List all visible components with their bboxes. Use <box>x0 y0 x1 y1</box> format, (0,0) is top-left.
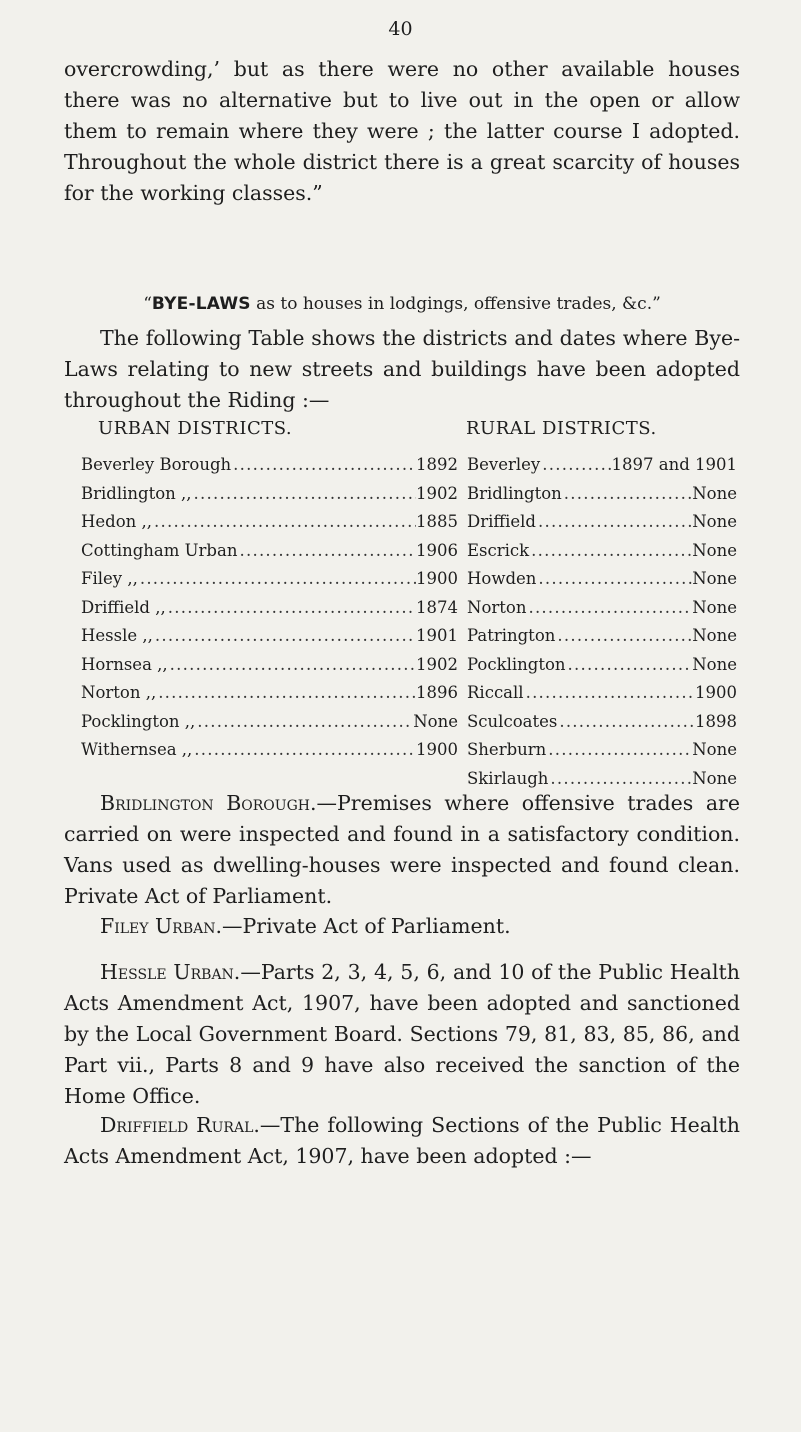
heading-rest: as to houses in lodgings, offensive trades, &c.” <box>250 294 661 314</box>
urban-adoption-date: 1902 <box>416 483 458 503</box>
rural-adoption-date: None <box>692 597 737 617</box>
dot-leader <box>192 736 416 765</box>
urban-districts-list <box>81 451 458 765</box>
rural-adoption-date: 1898 <box>695 711 737 731</box>
urban-district-name: Withernsea ,, <box>81 740 193 759</box>
rural-row <box>467 451 737 480</box>
rural-row <box>467 708 737 737</box>
urban-row <box>81 537 458 566</box>
rural-district-name: Sherburn <box>467 740 547 759</box>
hessle-paragraph <box>64 957 740 1112</box>
rural-row <box>467 679 737 708</box>
dot-leader <box>138 565 416 594</box>
urban-row <box>81 451 458 480</box>
dot-leader <box>557 708 695 737</box>
dot-leader <box>524 679 695 708</box>
dot-leader <box>529 537 692 566</box>
dot-leader <box>152 508 416 537</box>
table-intro: The following Table shows the districts and dates where Bye-Laws relating to new streets and buildings have been adopted throughout the Riding :— <box>64 326 740 412</box>
urban-row <box>81 480 458 509</box>
urban-district-name: Norton ,, <box>81 683 157 702</box>
filey-text: —Private Act of Parliament. <box>222 914 511 938</box>
dot-leader <box>153 622 416 651</box>
rural-district-name: Patrington <box>467 626 556 645</box>
dot-leader <box>540 451 611 480</box>
rural-adoption-date: None <box>692 569 737 588</box>
urban-adoption-date: 1902 <box>416 654 458 674</box>
dot-leader <box>231 451 416 480</box>
rural-district-name: Howden <box>467 569 537 588</box>
urban-row <box>81 736 458 765</box>
urban-adoption-date: None <box>413 711 458 731</box>
rural-row <box>467 508 737 537</box>
rural-row <box>467 736 737 765</box>
rural-districts-list <box>467 451 737 793</box>
dot-leader <box>237 537 416 566</box>
dot-leader <box>555 622 692 651</box>
dot-leader <box>566 651 693 680</box>
rural-row <box>467 622 737 651</box>
urban-district-name: Hedon ,, <box>81 512 153 531</box>
urban-districts-header: URBAN DISTRICTS. <box>98 418 293 439</box>
rural-district-name: Beverley <box>467 455 541 474</box>
urban-district-name: Filey ,, <box>81 569 138 588</box>
bridlington-text: —Premises where offensive trades are carried on were inspected and found in a satisfactory condition. Vans used as dwelling-houses were inspected and found clean. Private Act of Parliament. <box>64 791 740 908</box>
urban-district-name: Hessle ,, <box>81 626 153 645</box>
dot-leader <box>546 736 692 765</box>
rural-adoption-date: 1897 and 1901 <box>611 455 737 474</box>
dot-leader <box>536 565 692 594</box>
rural-row <box>467 480 737 509</box>
section-heading <box>64 294 740 314</box>
rural-adoption-date: None <box>692 540 737 560</box>
filey-paragraph <box>64 911 740 942</box>
urban-adoption-date: 1892 <box>416 455 458 474</box>
rural-districts-header: RURAL DISTRICTS. <box>466 418 657 439</box>
rural-district-name: Skirlaugh <box>467 768 549 788</box>
urban-district-name: Hornsea ,, <box>81 654 168 674</box>
filey-label: Filey Urban. <box>100 914 223 938</box>
rural-adoption-date: None <box>692 626 737 645</box>
urban-row <box>81 594 458 623</box>
urban-district-name: Driffield ,, <box>81 597 166 617</box>
rural-district-name: Pocklington <box>467 654 566 674</box>
urban-adoption-date: 1901 <box>416 626 458 645</box>
intro-paragraph: overcrowding,’ but as there were no other available houses there was no alternative but to live out in the open or allow them to remain where they were ; the latter course I adopted. Throughout the whole district there is a great scarcity of houses for the working classes.” <box>64 57 740 205</box>
rural-row <box>467 594 737 623</box>
page-number: 40 <box>388 18 413 40</box>
rural-district-name: Sculcoates <box>467 711 558 731</box>
rural-adoption-date: None <box>692 740 737 759</box>
dot-leader <box>156 679 416 708</box>
hessle-label: Hessle Urban. <box>100 960 241 984</box>
heading-quote: “ <box>143 294 152 314</box>
driffield-label: Driffield Rural. <box>100 1113 260 1137</box>
urban-row <box>81 708 458 737</box>
rural-district-name: Driffield <box>467 512 536 531</box>
bridlington-label: Bridlington Borough. <box>100 791 317 815</box>
rural-district-name: Bridlington <box>467 483 562 503</box>
dot-leader <box>536 508 692 537</box>
rural-district-name: Riccall <box>467 683 524 702</box>
urban-row <box>81 679 458 708</box>
urban-adoption-date: 1906 <box>416 540 458 560</box>
urban-adoption-date: 1900 <box>416 740 458 759</box>
rural-adoption-date: None <box>692 654 737 674</box>
rural-row <box>467 537 737 566</box>
rural-row <box>467 651 737 680</box>
urban-row <box>81 508 458 537</box>
hessle-text: —Parts 2, 3, 4, 5, 6, and 10 of the Public Health Acts Amendment Act, 1907, have been adopted and sanctioned by the Local Government Board. Sections 79, 81, 83, 85, 86, and Part vii., Parts 8 and 9 have also received the sanction of the Home Office. <box>64 960 740 1108</box>
urban-adoption-date: 1885 <box>416 512 458 531</box>
urban-district-name: Beverley Borough <box>81 455 232 474</box>
dot-leader <box>166 594 416 623</box>
rural-adoption-date: None <box>692 768 737 788</box>
dot-leader <box>526 594 692 623</box>
urban-row <box>81 651 458 680</box>
urban-district-name: Pocklington ,, <box>81 711 196 731</box>
urban-adoption-date: 1896 <box>416 683 458 702</box>
urban-district-name: Cottingham Urban <box>81 540 238 560</box>
driffield-text: —The following Sections of the Public Health Acts Amendment Act, 1907, have been adopted :— <box>64 1113 741 1168</box>
urban-adoption-date: 1900 <box>416 569 458 588</box>
heading-bold: BYE-LAWS <box>151 294 251 314</box>
dot-leader <box>168 651 416 680</box>
driffield-paragraph <box>64 1110 740 1172</box>
dot-leader <box>195 708 413 737</box>
urban-adoption-date: 1874 <box>416 597 458 617</box>
rural-adoption-date: None <box>692 483 737 503</box>
dot-leader <box>192 480 416 509</box>
rural-district-name: Norton <box>467 597 527 617</box>
bridlington-paragraph <box>64 788 740 912</box>
rural-adoption-date: 1900 <box>695 683 737 702</box>
urban-district-name: Bridlington ,, <box>81 483 192 503</box>
urban-row <box>81 565 458 594</box>
urban-row <box>81 622 458 651</box>
dot-leader <box>562 480 692 509</box>
rural-row <box>467 565 737 594</box>
rural-district-name: Escrick <box>467 540 530 560</box>
rural-adoption-date: None <box>692 512 737 531</box>
